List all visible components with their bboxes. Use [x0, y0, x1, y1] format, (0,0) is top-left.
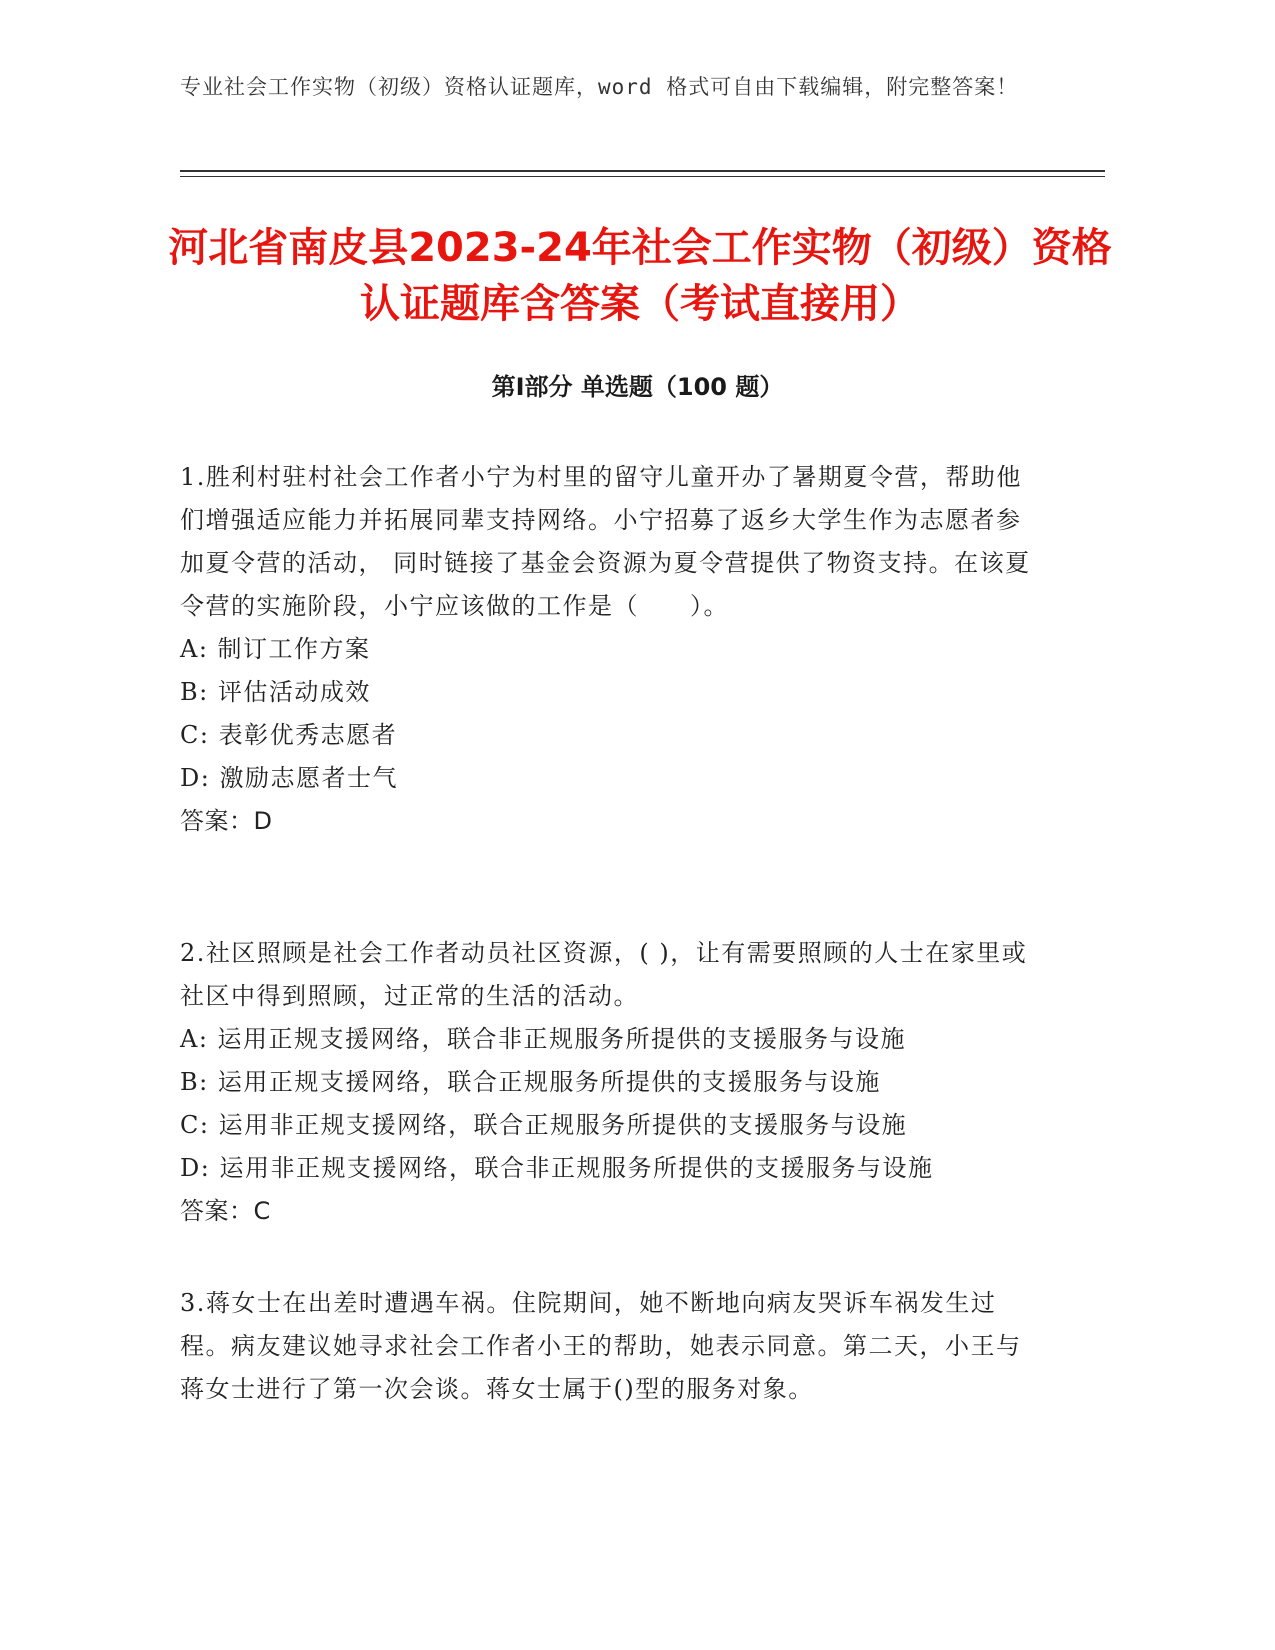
section-heading: 第Ⅰ部分 单选题（100 题）	[491, 373, 784, 401]
document-title: 河北省南皮县2023-24年社会工作实物（初级）资格认证题库含答案（考试直接用）	[168, 225, 1112, 327]
header-divider-thin	[180, 176, 1105, 177]
option-c: C: 表彰优秀志愿者	[180, 721, 398, 749]
option-c: C: 运用非正规支援网络，联合正规服务所提供的支援服务与设施	[180, 1111, 908, 1139]
question-1	[180, 456, 1040, 843]
option-d: D: 激励志愿者士气	[180, 764, 398, 792]
option-b: B: 评估活动成效	[180, 678, 371, 706]
question-2	[180, 932, 1040, 1233]
answer-line: 答案：D	[180, 807, 273, 835]
question-3	[180, 1282, 1040, 1411]
document-header-note: 专业社会工作实物（初级）资格认证题库，word 格式可自由下载编辑，附完整答案！	[180, 75, 1019, 99]
option-a: A: 运用正规支援网络，联合非正规服务所提供的支援服务与设施	[180, 1025, 907, 1053]
option-d: D: 运用非正规支援网络，联合非正规服务所提供的支援服务与设施	[180, 1154, 934, 1182]
question-stem: 1.胜利村驻村社会工作者小宁为村里的留守儿童开办了暑期夏令营，帮助他们增强适应能力并拓展同辈支持网络。小宁招募了返乡大学生作为志愿者参加夏令营的活动， 同时链接了基金会资源为夏令营提供了物资支持。在该夏令营的实施阶段，小宁应该做的工作是（ ）。	[180, 463, 1031, 620]
answer-line: 答案：C	[180, 1197, 271, 1225]
header-divider-thick	[180, 170, 1105, 172]
question-stem: 3.蒋女士在出差时遭遇车祸。住院期间，她不断地向病友哭诉车祸发生过程。病友建议她寻求社会工作者小王的帮助，她表示同意。第二天，小王与蒋女士进行了第一次会谈。蒋女士属于()型的服务对象。	[180, 1289, 1022, 1403]
question-stem: 2.社区照顾是社会工作者动员社区资源，( )，让有需要照顾的人士在家里或社区中得到照顾，过正常的生活的活动。	[180, 939, 1028, 1010]
option-b: B: 运用正规支援网络，联合正规服务所提供的支援服务与设施	[180, 1068, 881, 1096]
option-a: A: 制订工作方案	[180, 635, 371, 663]
